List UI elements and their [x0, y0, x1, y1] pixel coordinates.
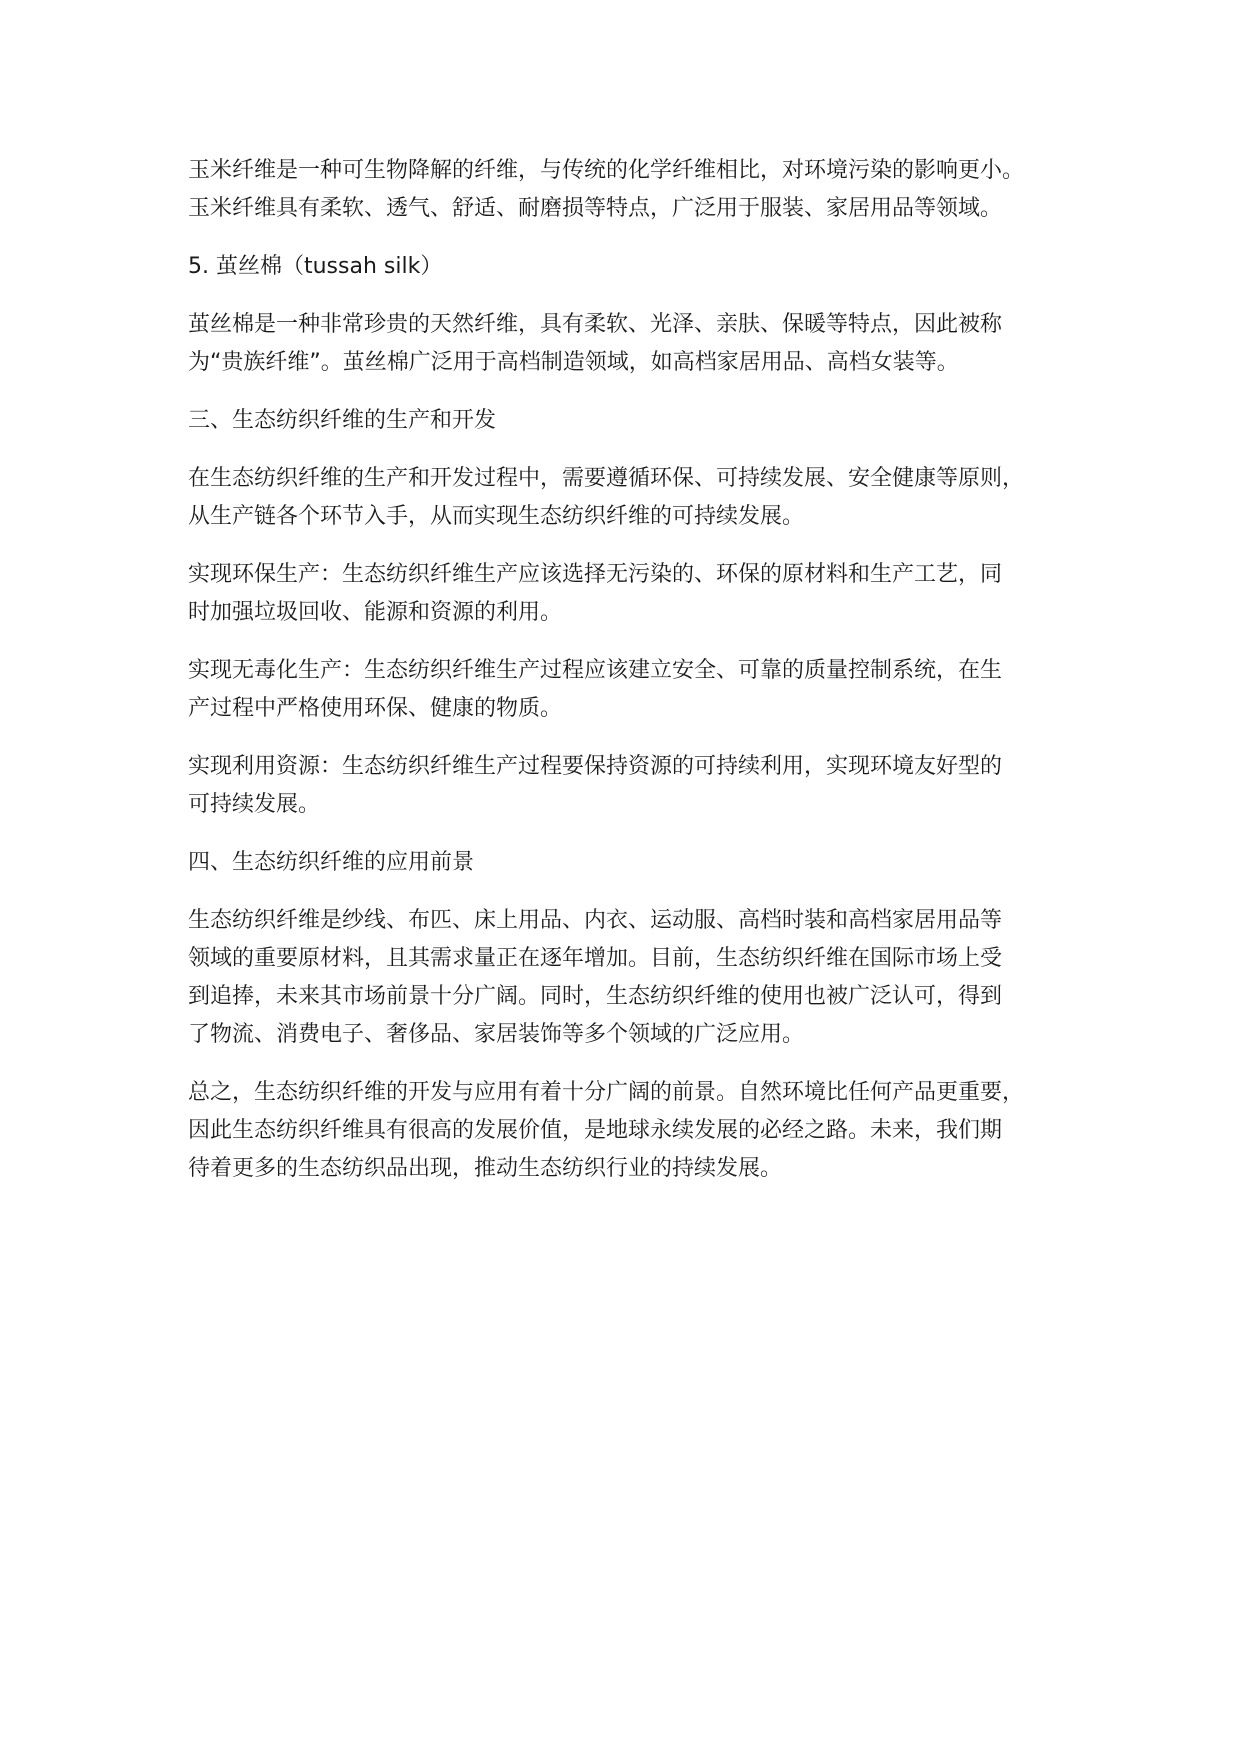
text-line: 茧丝棉是一种非常珍贵的天然纤维，具有柔软、光泽、亲肤、保暖等特点，因此被称 — [188, 312, 1003, 337]
heading-section-four — [188, 844, 1088, 882]
text-line: 到追捧，未来其市场前景十分广阔。同时，生态纺织纤维的使用也被广泛认可，得到 — [188, 984, 1003, 1009]
heading-section-three — [188, 402, 1088, 440]
paragraph-production-principles — [188, 460, 1088, 536]
text-line: 因此生态纺织纤维具有很高的发展价值，是地球永续发展的必经之路。未来，我们期 — [188, 1118, 1003, 1143]
text-line: 四、生态纺织纤维的应用前景 — [188, 850, 475, 875]
text-line: 为“贵族纤维”。茧丝棉广泛用于高档制造领域，如高档家居用品、高档女装等。 — [188, 350, 959, 375]
document-body — [188, 152, 1088, 1208]
text-line: 实现环保生产：生态纺织纤维生产应该选择无污染的、环保的原材料和生产工艺，同 — [188, 562, 1003, 587]
text-line: 总之，生态纺织纤维的开发与应用有着十分广阔的前景。自然环境比任何产品更重要， — [188, 1080, 1025, 1105]
paragraph-corn-fiber — [188, 152, 1088, 228]
text-line: 实现无毒化生产：生态纺织纤维生产过程应该建立安全、可靠的质量控制系统，在生 — [188, 658, 1003, 683]
text-line: 生态纺织纤维是纱线、布匹、床上用品、内衣、运动服、高档时装和高档家居用品等 — [188, 908, 1003, 933]
paragraph-non-toxic-production — [188, 652, 1088, 728]
text-line: 实现利用资源：生态纺织纤维生产过程要保持资源的可持续利用，实现环境友好型的 — [188, 754, 1003, 779]
text-line: 待着更多的生态纺织品出现，推动生态纺织行业的持续发展。 — [188, 1156, 783, 1181]
text-line: 玉米纤维是一种可生物降解的纤维，与传统的化学纤维相比，对环境污染的影响更小。 — [188, 158, 1025, 183]
text-line: 了物流、消费电子、奢侈品、家居装饰等多个领域的广泛应用。 — [188, 1022, 805, 1047]
paragraph-conclusion — [188, 1074, 1088, 1188]
text-line: 在生态纺织纤维的生产和开发过程中，需要遵循环保、可持续发展、安全健康等原则， — [188, 466, 1025, 491]
text-line: 三、生态纺织纤维的生产和开发 — [188, 408, 497, 433]
text-line: 5. 茧丝棉（tussah silk） — [188, 254, 443, 279]
paragraph-eco-production — [188, 556, 1088, 632]
text-line: 可持续发展。 — [188, 792, 321, 817]
text-line: 产过程中严格使用环保、健康的物质。 — [188, 696, 563, 721]
paragraph-tussah-silk — [188, 306, 1088, 382]
text-line: 领域的重要原材料，且其需求量正在逐年增加。目前，生态纺织纤维在国际市场上受 — [188, 946, 1003, 971]
paragraph-application-prospects — [188, 902, 1088, 1054]
paragraph-resource-use — [188, 748, 1088, 824]
text-line: 时加强垃圾回收、能源和资源的利用。 — [188, 600, 563, 625]
text-line: 玉米纤维具有柔软、透气、舒适、耐磨损等特点，广泛用于服装、家居用品等领域。 — [188, 196, 1003, 221]
text-line: 从生产链各个环节入手，从而实现生态纺织纤维的可持续发展。 — [188, 504, 805, 529]
heading-tussah-silk — [188, 248, 1088, 286]
